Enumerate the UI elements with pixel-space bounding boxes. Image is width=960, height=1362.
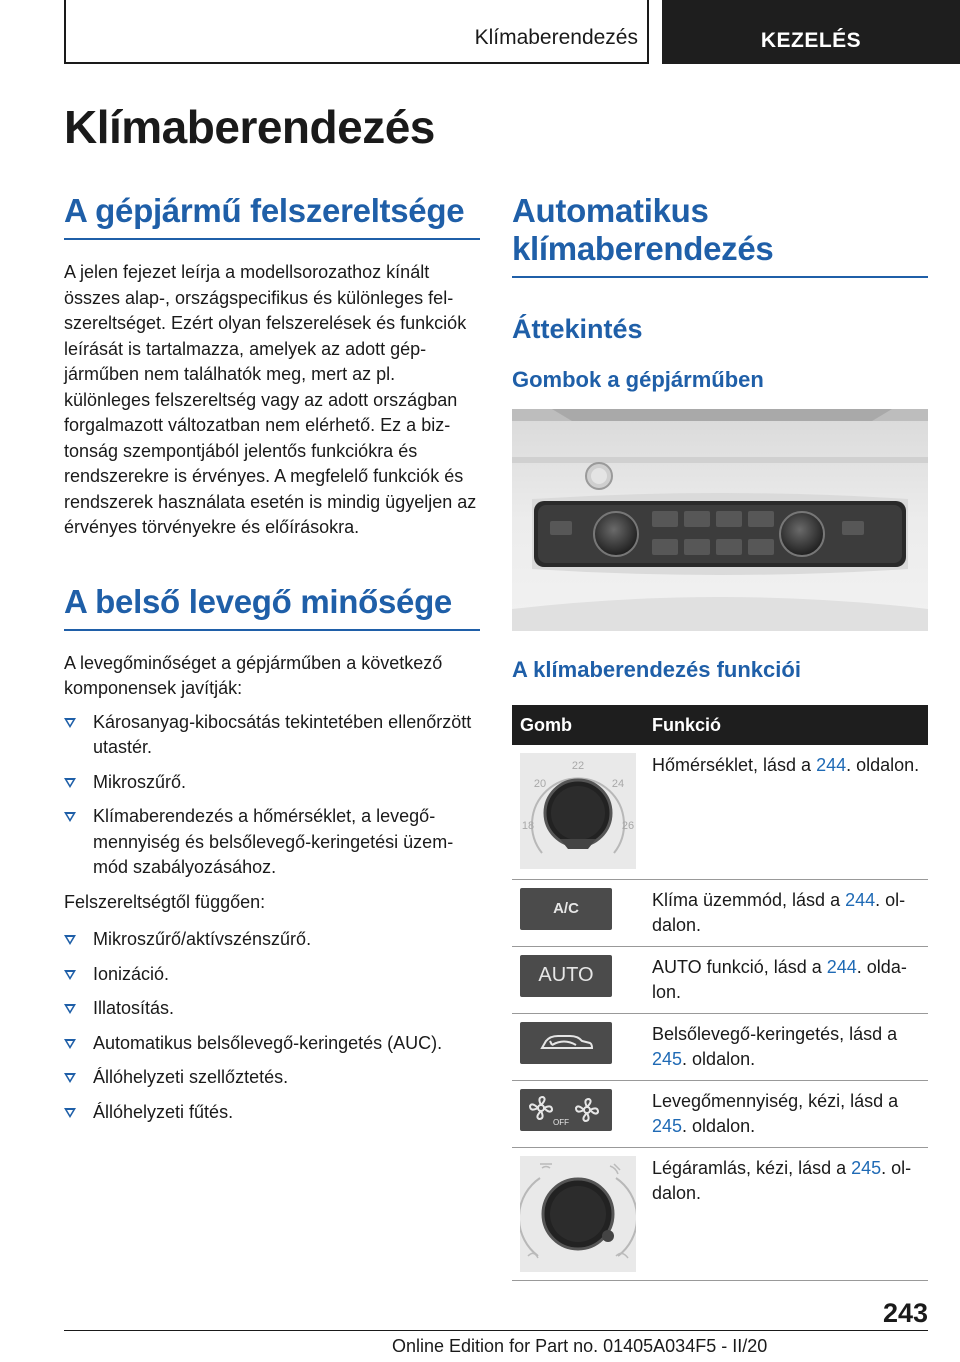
list-item: Ionizáció. [64, 962, 480, 988]
bullet-triangle-icon [64, 778, 76, 788]
right-column [512, 192, 928, 1281]
fan-speed-button-icon [520, 1089, 612, 1131]
bullet-triangle-icon [64, 718, 76, 728]
list-item: Illatosítás. [64, 996, 480, 1022]
scale-20: 20 [533, 778, 547, 790]
table-row: AUTO AUTO funkció, lásd a 244. oldalon. [512, 946, 928, 1013]
scale-18: 18 [521, 820, 535, 832]
list-item: Mikroszűrő/aktívszénszűrő. [64, 927, 480, 953]
heading-overview: Áttekintés [512, 314, 643, 344]
page-reference-link[interactable]: 245 [652, 1115, 683, 1136]
scale-26: 26 [621, 820, 635, 832]
header-section-title: Klímaberendezés [474, 26, 638, 49]
list-item: Állóhelyzeti szellőztetés. [64, 1065, 480, 1091]
depends-label: Felszereltségtől függően: [64, 891, 266, 912]
climate-control-panel-photo [512, 409, 928, 631]
heading-automatic-climate: Automatikus klímaberendezés [512, 192, 928, 278]
table-row: Légáramlás, kézi, lásd a 245. oldalon. [512, 1147, 928, 1280]
fan-off-label: OFF [553, 1117, 569, 1127]
air-distribution-knob-icon [520, 1156, 636, 1272]
page-reference-link[interactable]: 245 [851, 1157, 882, 1178]
footer-divider [64, 1330, 928, 1331]
left-column [64, 192, 480, 1134]
bullet-triangle-icon [64, 812, 76, 822]
scale-24: 24 [611, 778, 625, 790]
equipment-paragraph: A jelen fejezet leírja a modellsorozathoz kínált összes alap-, országspecifikus és különleges felszereltséget. Ezért olyan felszerelések és funkciók leírását is tartalmazza, amelyek az adott gépjárműben nem találhatók meg, mert az pl. különleges felszereltség vagy az adott országban forgalmazott változatban nem elérhető. Ez a biztonság szempontjából jelentős funkciókra és rendszerekre is érvényes. A megfelelő funkciók és rendszerek használata esetén is mindig ügyeljen az érvényes törvényekre és előírásokra. [64, 262, 477, 537]
auto-button-icon: AUTO [520, 955, 612, 997]
air-quality-paragraph: A levegőminőséget a gépjárműben a következő komponensek javítják: [64, 652, 443, 698]
table-row: Belsőlevegő-keringetés, lásd a 245. oldalon. [512, 1013, 928, 1080]
scale-22: 22 [571, 760, 585, 772]
table-header-row [512, 705, 928, 745]
page-reference-link[interactable]: 244 [816, 755, 847, 775]
heading-buttons-in-vehicle: Gombok a gépjárműben [512, 367, 764, 392]
air-quality-list [64, 710, 480, 881]
column-header-function: Funkció [644, 705, 928, 745]
heading-climate-functions: A klímaberendezés funkciói [512, 657, 801, 682]
page-reference-link[interactable]: 244 [845, 889, 876, 910]
page-reference-link[interactable]: 244 [826, 956, 857, 977]
temperature-knob-icon [520, 753, 636, 869]
bullet-triangle-icon [64, 970, 76, 980]
page-reference-link[interactable]: 245 [652, 1048, 683, 1069]
list-item: Mikroszűrő. [64, 770, 480, 796]
page-title: Klímaberendezés [64, 101, 435, 153]
heading-air-quality: A belső levegő minősége [64, 583, 480, 631]
table-row: OFF Levegőmennyiség, kézi, lásd a 245. oldalon. [512, 1080, 928, 1147]
bullet-triangle-icon [64, 1073, 76, 1083]
header-chapter-tab: KEZELÉS [662, 0, 960, 64]
heading-equipment: A gépjármű felszereltsége [64, 192, 480, 240]
list-item: Automatikus belsőlevegő-keringetés (AUC). [64, 1031, 480, 1057]
bullet-triangle-icon [64, 1039, 76, 1049]
page-number: 243 [882, 1298, 928, 1328]
recirculation-button-icon [520, 1022, 612, 1064]
footer-edition: Online Edition for Part no. 01405A034F5 - II/20 [392, 1336, 768, 1356]
ac-button-icon: A/C [520, 888, 612, 930]
bullet-triangle-icon [64, 1004, 76, 1014]
column-header-button: Gomb [512, 705, 644, 745]
climate-functions-table [512, 705, 928, 1281]
table-row: A/C Klíma üzemmód, lásd a 244. oldalon. [512, 879, 928, 946]
bullet-triangle-icon [64, 1108, 76, 1118]
depends-list [64, 927, 480, 1125]
control-panel-illustration [512, 409, 928, 631]
list-item: Károsanyag-kibocsátás tekintetében ellenőrzött utastér. [64, 710, 480, 761]
list-item: Állóhelyzeti fűtés. [64, 1100, 480, 1126]
table-row: 22 20 24 18 26 Hőmérséklet, lásd a 244. oldalon. [512, 745, 928, 879]
bullet-triangle-icon [64, 935, 76, 945]
list-item: Klímaberendezés a hőmérséklet, a levegőmennyiség és belsőlevegő-keringetési üzemmód szabályozásához. [64, 804, 480, 881]
